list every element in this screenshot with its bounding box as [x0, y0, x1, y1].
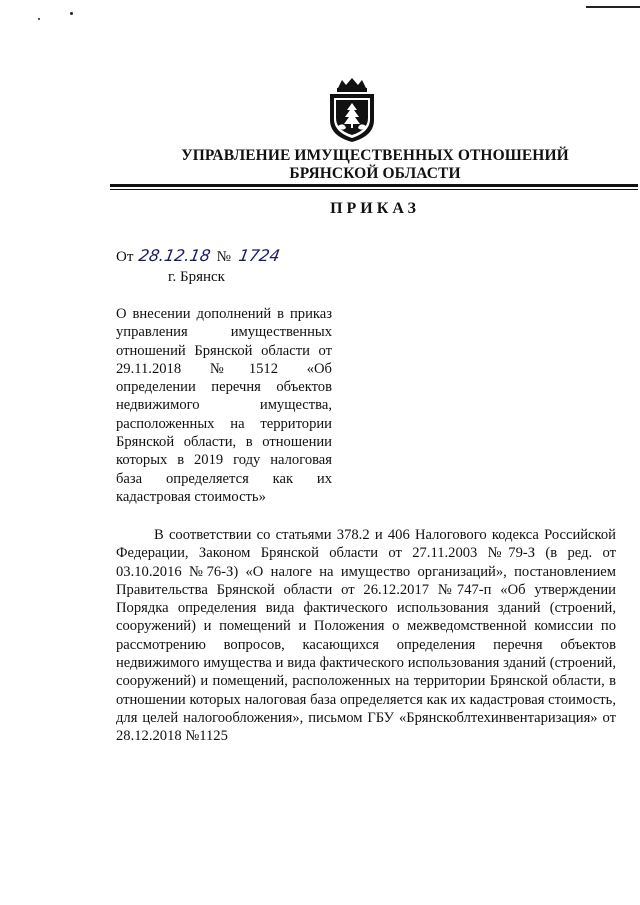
document-subject — [116, 305, 332, 506]
number-prefix: № — [216, 249, 231, 265]
document-body — [116, 526, 616, 746]
organization-region: БРЯНСКОЙ ОБЛАСТИ — [289, 165, 461, 182]
date-prefix: От — [116, 249, 134, 265]
header-divider-thin — [110, 189, 638, 190]
scan-artifact — [586, 6, 640, 8]
date-number-line — [116, 246, 280, 266]
document-date: 28.12.18 — [137, 246, 213, 265]
scan-artifact — [70, 12, 73, 15]
document-type: ПРИКАЗ — [330, 200, 420, 217]
subject-text: О внесении дополнений в приказ управления имущественных отношений Брянской области от 29.11.2018 №1512 «Об определении перечня объектов недвижимого имущества, расположенных на территории Брянской области, в отношении которых в 2019 году налоговая база определяется как их кадастровая стоимость» — [116, 306, 332, 505]
organization-name: УПРАВЛЕНИЕ ИМУЩЕСТВЕННЫХ ОТНОШЕНИЙ — [181, 147, 569, 164]
body-paragraph: В соответствии со статьями 378.2 и 406 Налогового кодекса Российской Федерации, Законом Брянской области от 27.11.2003 №79-З (в ред. от 03.10.2016 №76-З) «О налоге на имущество организаций», постановлением Правительства Брянской области от 26.12.2017 №747-п «Об утверждении Порядка определения вида фактического использования зданий (строений, сооружений) и помещений и Положения о межведомственной комиссии по рассмотрению вопросов, касающихся определения перечня объектов недвижимого имущества и вида фактического использования зданий (строений, сооружений) и помещений, расположенных на территории Брянской области, в отношении которых налоговая база определяется как их кадастровая стоимость, для целей налогообложения», письмом ГБУ «Брянскоблтехинвентаризация» от 28.12.2018 №1125 — [116, 527, 616, 745]
document-number: 1724 — [237, 246, 282, 265]
scan-artifact — [38, 18, 40, 20]
header-divider — [110, 184, 638, 187]
coat-of-arms-icon — [324, 78, 380, 144]
document-city: г. Брянск — [168, 269, 225, 285]
